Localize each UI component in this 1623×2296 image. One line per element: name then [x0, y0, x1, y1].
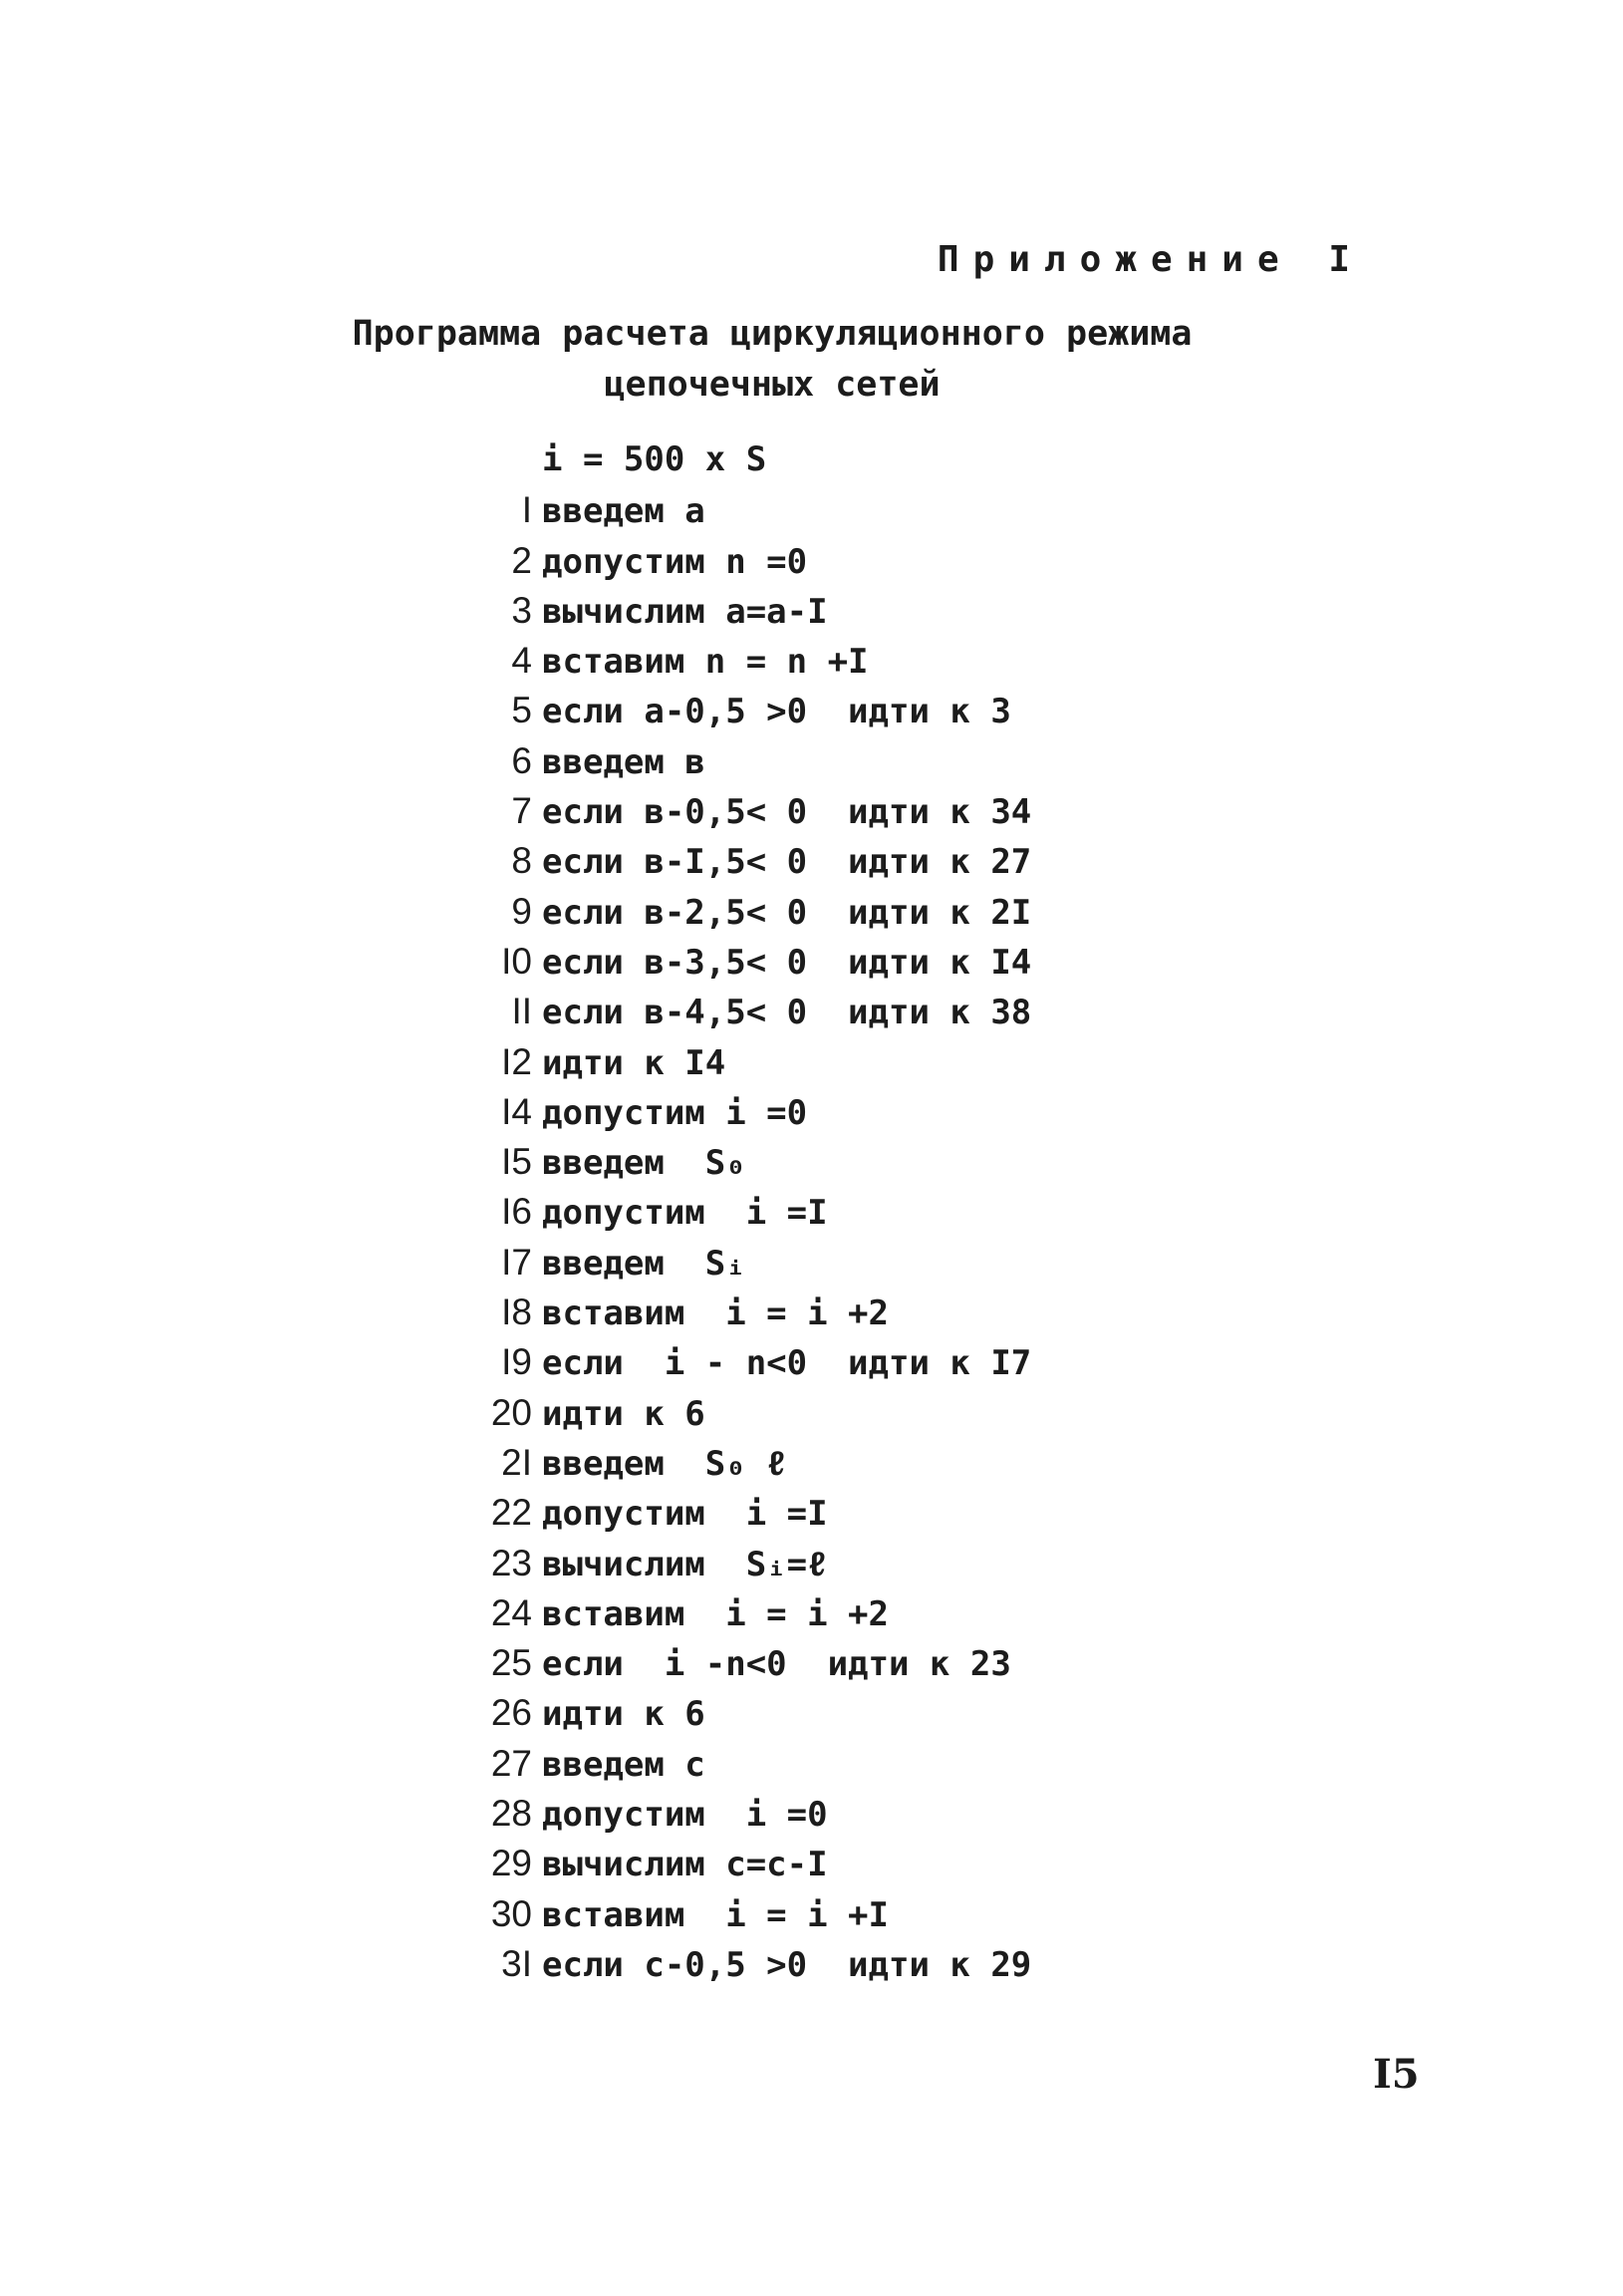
- line-number: 2I: [501, 1441, 532, 1483]
- program-preamble-text: i = 500 x S: [542, 439, 767, 479]
- line-statement: вставим i = i +I: [542, 1894, 889, 1935]
- line-number: 23: [490, 1542, 532, 1583]
- line-number: I9: [501, 1341, 532, 1383]
- program-line: [466, 1041, 1363, 1091]
- line-statement: идти к 6: [542, 1694, 705, 1735]
- line-statement: введем c: [542, 1744, 705, 1785]
- program-line: [466, 489, 1363, 539]
- line-statement: если в-4,5< 0 идти к 38: [542, 993, 1032, 1033]
- line-number: 22: [490, 1492, 532, 1534]
- program-listing: [466, 439, 1363, 1993]
- line-statement: если в-3,5< 0 идти к I4: [542, 942, 1032, 983]
- line-statement: если в-2,5< 0 идти к 2I: [542, 892, 1032, 933]
- line-statement: идти к 6: [542, 1393, 705, 1434]
- program-line: [466, 1242, 1363, 1292]
- line-statement: допустим i =0: [542, 1795, 828, 1836]
- line-statement: допустим n =0: [542, 541, 808, 582]
- line-statement: введем S₀ ℓ: [542, 1443, 787, 1484]
- program-line: [466, 1843, 1363, 1892]
- line-statement: введем в: [542, 741, 705, 782]
- program-line: [466, 891, 1363, 941]
- line-number: I: [521, 489, 532, 531]
- program-line: [466, 690, 1363, 739]
- program-line: [466, 1592, 1363, 1642]
- program-line: [466, 1642, 1363, 1692]
- line-statement: вставим n = n +I: [542, 642, 869, 683]
- program-line: [466, 1793, 1363, 1843]
- program-line: [466, 1292, 1363, 1341]
- program-line: [466, 941, 1363, 991]
- program-lines: [466, 489, 1363, 1993]
- title-line-2: цепочечных сетей: [604, 365, 941, 405]
- line-number: 26: [490, 1692, 532, 1734]
- line-number: 9: [511, 890, 532, 932]
- line-number: 25: [490, 1642, 532, 1684]
- line-number: 6: [511, 739, 532, 781]
- line-number: 7: [511, 790, 532, 832]
- line-number: I8: [501, 1292, 532, 1333]
- line-number: I5: [501, 1141, 532, 1183]
- line-number: 28: [490, 1793, 532, 1835]
- program-line: [466, 790, 1363, 840]
- line-statement: вычислим Sᵢ=ℓ: [542, 1544, 828, 1584]
- line-number: II: [511, 991, 532, 1032]
- line-statement: допустим i =0: [542, 1092, 808, 1133]
- program-line: [466, 590, 1363, 640]
- line-number: I2: [501, 1040, 532, 1082]
- program-line: [466, 840, 1363, 890]
- line-number: 29: [490, 1843, 532, 1884]
- program-line: [466, 1692, 1363, 1742]
- line-statement: вставим i = i +2: [542, 1293, 889, 1334]
- line-statement: введем Sᵢ: [542, 1243, 746, 1284]
- line-statement: если i -n<0 идти к 23: [542, 1644, 1011, 1685]
- program-line: [466, 540, 1363, 590]
- program-line: [466, 1893, 1363, 1943]
- line-statement: допустим i =I: [542, 1193, 828, 1234]
- program-line: [466, 1141, 1363, 1191]
- line-number: I4: [501, 1090, 532, 1132]
- line-number: 20: [490, 1391, 532, 1433]
- line-number: 3I: [501, 1942, 532, 1984]
- program-line: [466, 1543, 1363, 1592]
- line-number: 8: [511, 840, 532, 882]
- program-line: [466, 1943, 1363, 1993]
- line-number: 5: [511, 690, 532, 731]
- line-statement: введем S₀: [542, 1143, 746, 1184]
- program-line: [466, 1341, 1363, 1391]
- program-line: [466, 991, 1363, 1040]
- line-statement: если в-0,5< 0 идти к 34: [542, 792, 1032, 833]
- program-preamble: [466, 439, 1363, 489]
- line-statement: вставим i = i +2: [542, 1593, 889, 1634]
- program-line: [466, 740, 1363, 790]
- program-line: [466, 1492, 1363, 1542]
- line-number: 4: [511, 640, 532, 682]
- line-statement: если i - n<0 идти к I7: [542, 1343, 1032, 1384]
- line-number: 30: [490, 1892, 532, 1934]
- program-line: [466, 1743, 1363, 1793]
- line-number: I0: [501, 940, 532, 982]
- program-line: [466, 1442, 1363, 1492]
- line-statement: вычислим a=a-I: [542, 591, 828, 632]
- document-title: [249, 309, 1295, 411]
- program-line: [466, 640, 1363, 690]
- program-line: [466, 1392, 1363, 1442]
- page-number: I5: [1373, 2051, 1420, 2098]
- appendix-label: Приложение I: [937, 239, 1364, 280]
- program-line: [466, 1191, 1363, 1241]
- line-number: 3: [511, 589, 532, 631]
- program-line: [466, 1091, 1363, 1141]
- line-statement: допустим i =I: [542, 1494, 828, 1535]
- line-statement: введем a: [542, 491, 705, 532]
- line-number: 24: [490, 1591, 532, 1633]
- title-line-1: Программа расчета циркуляционного режима: [352, 314, 1193, 354]
- line-number: I6: [501, 1191, 532, 1233]
- line-number: I7: [501, 1241, 532, 1283]
- line-statement: если c-0,5 >0 идти к 29: [542, 1944, 1032, 1985]
- line-statement: вычислим c=c-I: [542, 1845, 828, 1885]
- line-statement: идти к I4: [542, 1042, 726, 1083]
- line-statement: если в-I,5< 0 идти к 27: [542, 842, 1032, 883]
- line-statement: если a-0,5 >0 идти к 3: [542, 692, 1011, 732]
- line-number: 2: [511, 539, 532, 581]
- line-number: 27: [490, 1742, 532, 1784]
